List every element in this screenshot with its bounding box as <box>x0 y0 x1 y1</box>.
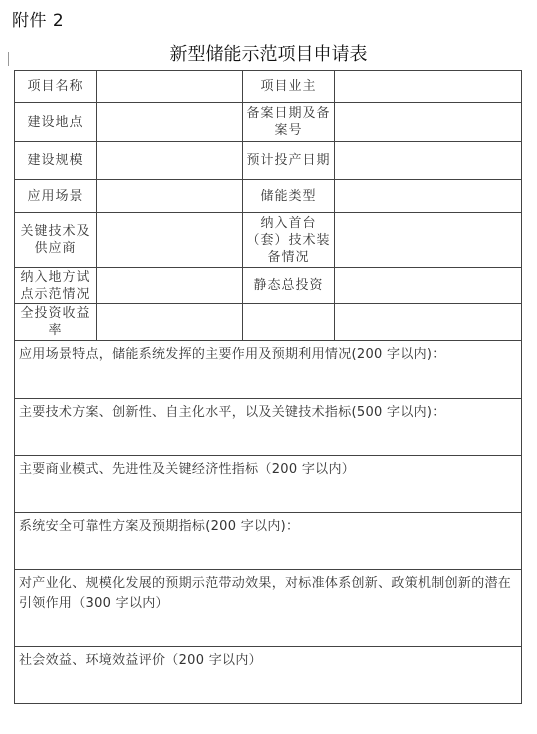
field-project-name[interactable] <box>97 71 243 103</box>
field-empty[interactable] <box>335 304 522 341</box>
attachment-label: 附件 2 <box>12 11 65 31</box>
table-row <box>15 180 522 213</box>
label-first-set-equipment: 纳入首台（套）技术装备情况 <box>243 213 335 268</box>
label-empty <box>243 304 335 341</box>
table-row <box>15 142 522 180</box>
form-title: 新型储能示范项目申请表 <box>169 44 368 65</box>
table-row <box>15 268 522 304</box>
label-key-tech-supplier: 关键技术及供应商 <box>15 213 97 268</box>
table-row <box>15 456 522 513</box>
section-demonstration-effect[interactable]: 对产业化、规模化发展的预期示范带动效果，对标准体系创新、政策机制创新的潜在引领作用（300 字以内） <box>15 570 522 647</box>
table-row <box>15 71 522 103</box>
label-filing-date-number: 备案日期及备案号 <box>243 103 335 142</box>
field-local-pilot[interactable] <box>97 268 243 304</box>
table-row <box>15 304 522 341</box>
table-row <box>15 213 522 268</box>
application-form-table <box>14 70 522 704</box>
label-static-investment: 静态总投资 <box>243 268 335 304</box>
table-row <box>15 570 522 647</box>
section-safety-plan[interactable]: 系统安全可靠性方案及预期指标(200 字以内)： <box>15 513 522 570</box>
field-project-owner[interactable] <box>335 71 522 103</box>
label-project-name: 项目名称 <box>15 71 97 103</box>
field-construction-site[interactable] <box>97 103 243 142</box>
field-return-rate[interactable] <box>97 304 243 341</box>
label-expected-operation-date: 预计投产日期 <box>243 142 335 180</box>
section-scenario-features[interactable]: 应用场景特点，储能系统发挥的主要作用及预期利用情况(200 字以内)： <box>15 341 522 399</box>
label-local-pilot: 纳入地方试点示范情况 <box>15 268 97 304</box>
field-expected-operation-date[interactable] <box>335 142 522 180</box>
table-row <box>15 647 522 704</box>
field-construction-scale[interactable] <box>97 142 243 180</box>
section-technical-plan[interactable]: 主要技术方案、创新性、自主化水平，以及关键技术指标(500 字以内)： <box>15 399 522 456</box>
label-project-owner: 项目业主 <box>243 71 335 103</box>
field-application-scenario[interactable] <box>97 180 243 213</box>
table-row <box>15 103 522 142</box>
table-row <box>15 399 522 456</box>
field-key-tech-supplier[interactable] <box>97 213 243 268</box>
label-construction-scale: 建设规模 <box>15 142 97 180</box>
label-return-rate: 全投资收益率 <box>15 304 97 341</box>
table-row <box>15 341 522 399</box>
label-application-scenario: 应用场景 <box>15 180 97 213</box>
section-business-model[interactable]: 主要商业模式、先进性及关键经济性指标（200 字以内） <box>15 456 522 513</box>
field-static-investment[interactable] <box>335 268 522 304</box>
label-construction-site: 建设地点 <box>15 103 97 142</box>
label-storage-type: 储能类型 <box>243 180 335 213</box>
field-storage-type[interactable] <box>335 180 522 213</box>
section-social-benefit[interactable]: 社会效益、环境效益评价（200 字以内） <box>15 647 522 704</box>
field-filing-date-number[interactable] <box>335 103 522 142</box>
field-first-set-equipment[interactable] <box>335 213 522 268</box>
table-row <box>15 513 522 570</box>
